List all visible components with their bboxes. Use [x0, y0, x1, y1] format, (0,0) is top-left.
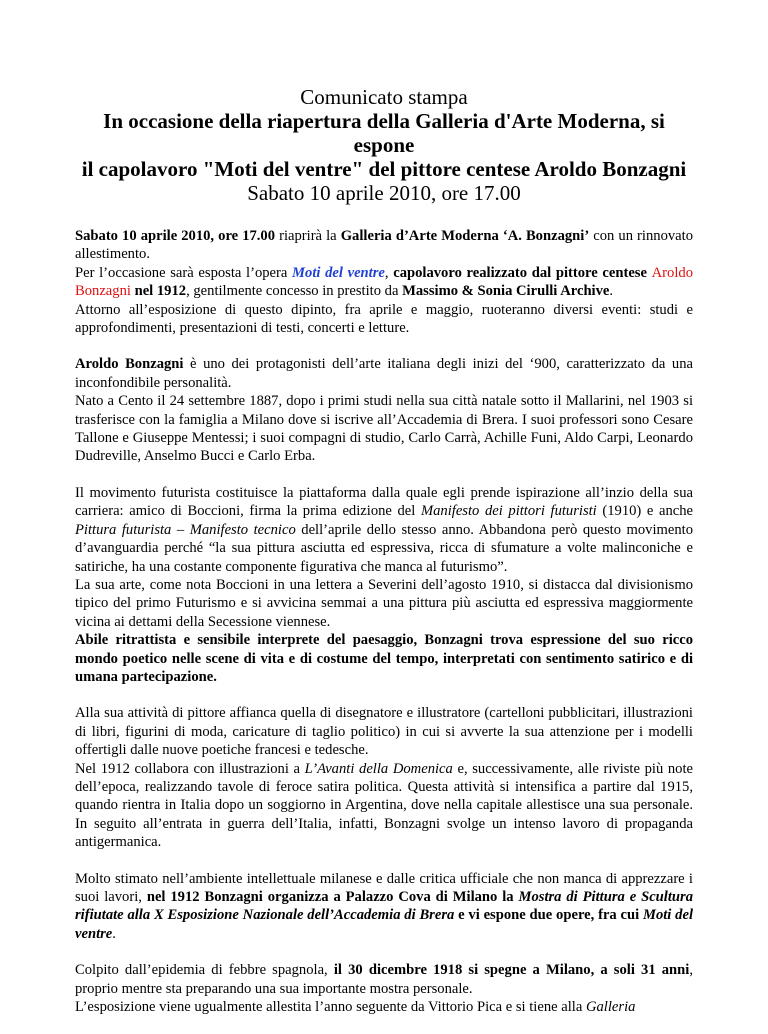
paragraph-illustration [75, 704, 693, 851]
text-run-bold: Abile ritrattista e sensibile interprete del paesaggio, Bonzagni trova espressione del suo ricco mondo poetico nelle scene di vita e di costume del tempo, interpretati con sentimento satirico e di umana partecipazione. [75, 632, 693, 685]
text-run: con un rinnovato allestimento. [75, 228, 693, 263]
manifesto-title: Manifesto dei pittori futuristi [420, 503, 597, 520]
text-run: Molto stimato nell’ambiente intellettuale milanese e dalle critica ufficiale che non manca di apprezzare i suoi lavori, [75, 870, 693, 905]
lender-name: Massimo & Sonia Cirulli Archive [402, 283, 610, 300]
artwork-title: Moti del ventre [292, 264, 385, 281]
text-run: . [609, 283, 614, 300]
press-release-header [75, 85, 693, 205]
text-run: Il movimento futurista costituisce la piattaforma dalla quale egli prende ispirazione all’inzio della sua carriera: amico di Boccioni, firma la prima edizione del [75, 484, 693, 520]
exhibition-title: Mostra di Pittura e Scultura rifiutate alla X Esposizione Nazionale dell’Accademia di Brera [75, 889, 693, 924]
text-run: Attorno all’esposizione di questo dipinto, fra aprile e maggio, ruoteranno diversi eventi: studi e approfondimenti, presentazioni di testi, concerti e letture. [75, 301, 693, 337]
text-run: , proprio mentre sta preparando una sua importante mostra personale. [75, 962, 693, 997]
periodical-title: L’Avanti della Domenica [304, 760, 453, 777]
text-run: , [384, 264, 394, 281]
event-date: Sabato 10 aprile 2010, ore 17.00 [247, 181, 521, 205]
reopening-date: Sabato 10 aprile 2010, ore 17.00 [75, 228, 276, 244]
gallery-italic: Galleria [585, 999, 636, 1016]
paragraph-reopening [75, 227, 693, 337]
text-run-bold: il 30 dicembre 1918 si spegne a Milano, a soli 31 anni [333, 962, 690, 979]
headline-line-2: il capolavoro "Moti del ventre" del pittore centese Aroldo Bonzagni [81, 157, 687, 181]
text-run: La sua arte, come nota Boccioni in una lettera a Severini dell’agosto 1910, si distacca dal divisionismo tipico del primo Futurismo e si avvicina semmai a una pittura più asciutta ed espressiva maggiormente vicina ai dettami della Secessione viennese. [75, 576, 693, 630]
artwork-title-italic: Moti del ventre [75, 907, 693, 942]
text-run-bold: capolavoro realizzato dal pittore centese [393, 264, 652, 281]
text-run: Per l’occasione sarà esposta l’opera [75, 264, 293, 281]
text-run: Alla sua attività di pittore affianca quella di disegnatore e illustratore (cartelloni pubblicitari, illustrazioni di libri, figurini di moda, caricature di taglio politico) in cui si avverte la sua attenzione per i modelli offertigli dalle nuove poetiche francesi e tedesche. [75, 705, 693, 759]
headline-line-1: In occasione della riapertura della Galleria d'Arte Moderna, si espone [103, 109, 665, 157]
paragraph-biography [75, 355, 693, 465]
document-page [75, 85, 693, 1034]
text-run: è uno dei protagonisti dell’arte italiana degli inizi del ‘900, caratterizzato da una inconfondibile personalità. [75, 356, 693, 391]
text-run: dell’aprile dello stesso anno. Abbandona però questo movimento d’avanguardia perché “la sua pittura asciutta ed espressiva, ricca di sfumature a volte malinconiche e satiriche, ha una costante componente figurativa che manca al futurismo”. [75, 521, 693, 575]
gallery-name: Galleria d’Arte Moderna ‘A. Bonzagni’ [340, 228, 590, 244]
text-run: Nel 1912 collabora con illustrazioni a [75, 760, 305, 777]
text-run: Nato a Cento il 24 settembre 1887, dopo i primi studi nella sua città natale sotto il Mallarini, nel 1903 si trasferisce con la famiglia a Milano dove si iscrive all’Accademia di Brera. I suoi professori sono Cesare Tallone e Giuseppe Mentessi; i suoi compagni di studio, Carlo Carrà, Achille Funi, Aldo Carpi, Leonardo Dudreville, Anselmo Bucci e Carlo Erba. [75, 393, 693, 465]
manifesto-technical-title: Pittura futurista – Manifesto tecnico [75, 521, 296, 538]
text-run: L’esposizione viene ugualmente allestita l’anno seguente da Vittorio Pica e si tiene alla [75, 999, 586, 1016]
paragraph-exhibition-1912 [75, 870, 693, 944]
text-run: (1910) e anche [596, 503, 694, 520]
paragraph-futurism [75, 484, 693, 686]
text-run: riaprirà la [275, 228, 341, 244]
text-run: e, successivamente, alle riviste più note dell’epoca, realizzando tavole di feroce satira politica. Questa attività si intensifica a partire dal 1915, quando rientra in Italia dopo un soggiorno in Argentina, dove nella capitale allestisce una sua personale. In seguito all’entrata in guerra dell’Italia, infatti, Bonzagni svolge un intenso lavoro di propaganda antigermanica. [75, 760, 694, 851]
text-run: Colpito dall’epidemia di febbre spagnola, [75, 962, 334, 979]
artist-name-bold: Aroldo Bonzagni [75, 356, 184, 373]
artist-name: Aroldo Bonzagni [75, 264, 693, 300]
paragraph-death [75, 961, 693, 1016]
text-run: . [112, 925, 116, 942]
press-release-label: Comunicato stampa [300, 85, 468, 109]
text-run-bold: e vi espone due opere, fra cui [454, 907, 643, 924]
headline [75, 109, 693, 181]
text-run: , gentilmente concesso in prestito da [186, 283, 403, 300]
text-run-bold: nel 1912 [130, 283, 187, 300]
text-run-bold: nel 1912 Bonzagni organizza a Palazzo Cova di Milano la [146, 889, 519, 905]
